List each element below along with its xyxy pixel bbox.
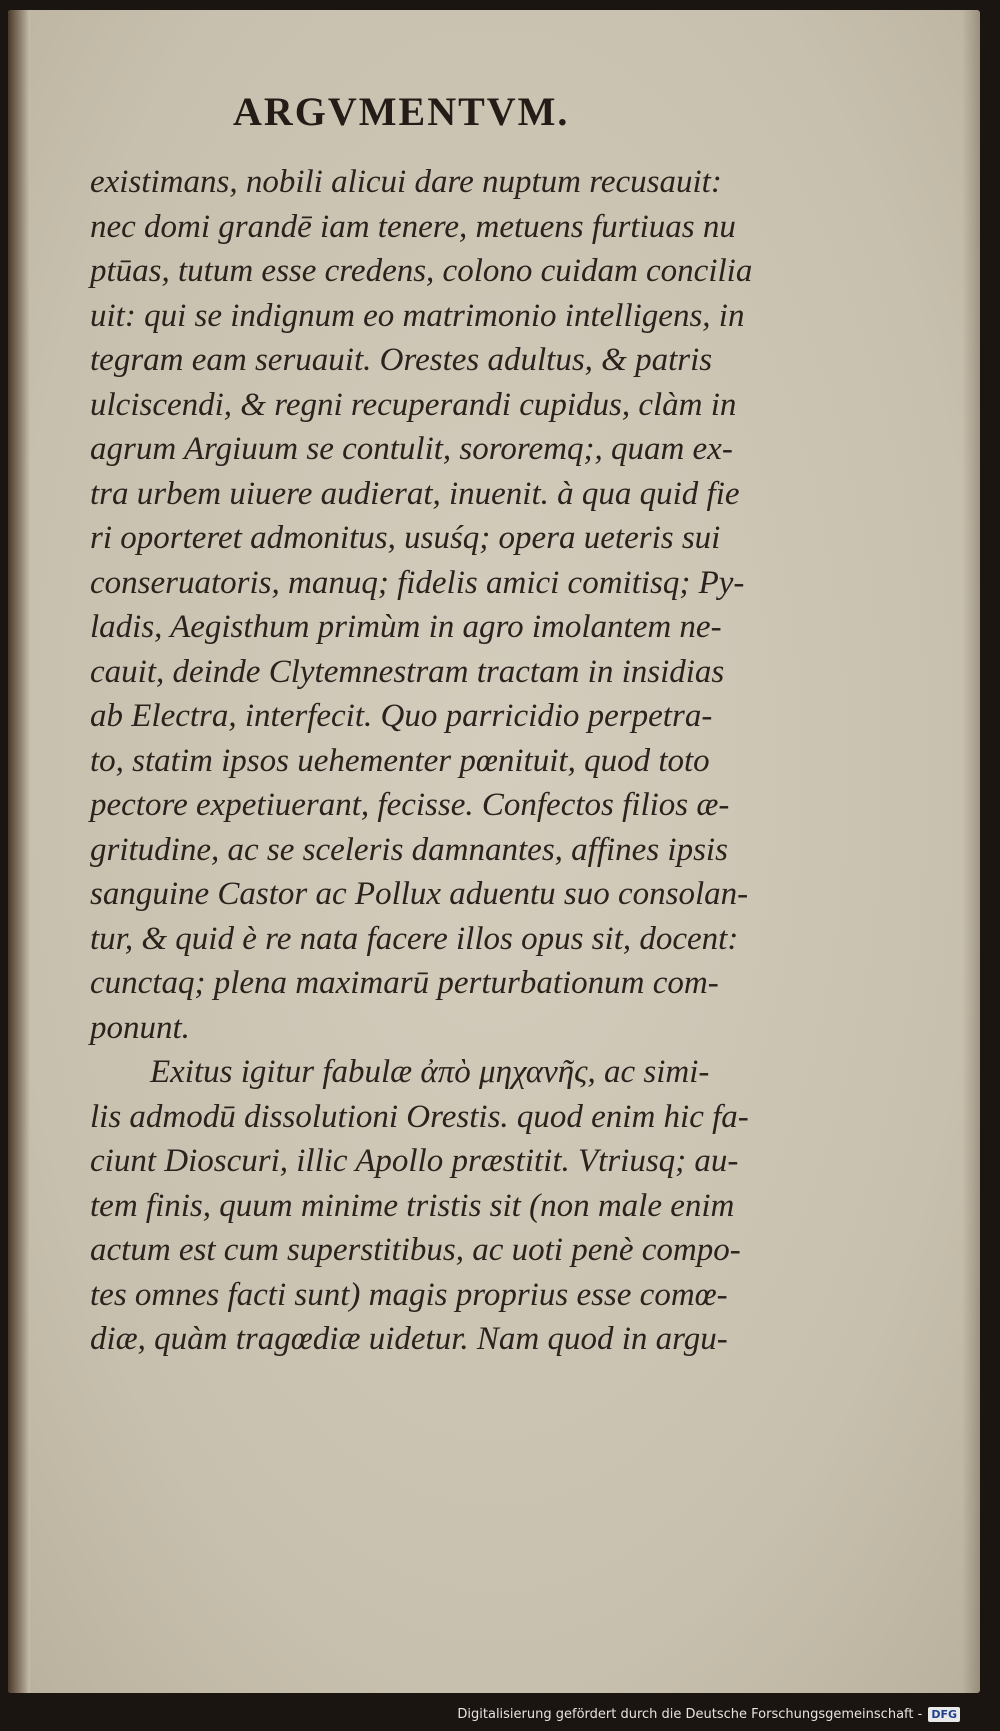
page-heading: ARGVMENTVM.	[233, 89, 570, 134]
text-line: pectore expetiuerant, fecisse. Confectos filios æ-	[90, 787, 730, 823]
text-line: to, statim ipsos uehementer pœnituit, quod toto	[90, 742, 710, 779]
text-line: tegram eam seruauit. Orestes adultus, & patris	[90, 342, 713, 378]
text-line: diæ, quàm tragœdiæ uidetur. Nam quod in argu-	[90, 1321, 728, 1357]
text-line: ri oporteret admonitus, usuśq; opera ueteris sui	[90, 520, 721, 556]
text-line: tes omnes facti sunt) magis proprius esse comœ-	[90, 1276, 728, 1313]
page-edge	[962, 10, 980, 1693]
text-line: cauit, deinde Clytemnestram tractam in insidias	[90, 653, 725, 690]
text-line: sanguine Castor ac Pollux aduentu suo consolan-	[90, 876, 749, 912]
text-line: ulciscendi, & regni recuperandi cupidus, clàm in	[90, 386, 737, 423]
text-line: tra urbem uiuere audierat, inuenit. à qua quid fie	[90, 475, 740, 512]
text-line: agrum Argiuum se contulit, sororemq;, quam ex-	[90, 431, 733, 467]
book-page	[8, 10, 980, 1693]
text-line: tur, & quid è re nata facere illos opus sit, docent:	[90, 920, 739, 957]
text-line: gritudine, ac se sceleris damnantes, affines ipsis	[90, 831, 728, 868]
text-line: cunctaq; plena maximarū perturbationum com-	[90, 965, 719, 1001]
text-line: lis admodū dissolutioni Orestis. quod enim hic fa-	[90, 1098, 749, 1135]
text-line: existimans, nobili alicui dare nuptum recusauit:	[90, 164, 722, 200]
text-line: ptūas, tutum esse credens, colono cuidam concilia	[90, 253, 753, 289]
text-line: Exitus igitur fabulæ ἀπὸ μηχανῆς, ac simi-	[150, 1054, 710, 1090]
footer-credit	[457, 1707, 960, 1722]
page-gutter	[8, 10, 30, 1693]
text-line: actum est cum superstitibus, ac uoti penè compo-	[90, 1232, 741, 1268]
text-line: nec domi grandē iam tenere, metuens furtiuas nu	[90, 208, 736, 245]
text-line: tem finis, quum minime tristis sit (non male enim	[90, 1187, 735, 1224]
body-text	[90, 160, 790, 1362]
text-line: conseruatoris, manuq; fidelis amici comitisq; Py-	[90, 564, 745, 601]
text-line: ciunt Dioscuri, illic Apollo præstitit. Vtriusq; au-	[90, 1143, 739, 1179]
text-line: ladis, Aegisthum primùm in agro imolantem ne-	[90, 609, 722, 645]
text-line: uit: qui se indignum eo matrimonio intelligens, in	[90, 297, 745, 334]
dfg-logo: DFG	[928, 1707, 960, 1722]
text-line: ponunt.	[90, 1009, 190, 1046]
text-line: ab Electra, interfecit. Quo parricidio perpetra-	[90, 698, 713, 734]
footer-text: Digitalisierung gefördert durch die Deutsche Forschungsgemeinschaft -	[457, 1707, 923, 1722]
